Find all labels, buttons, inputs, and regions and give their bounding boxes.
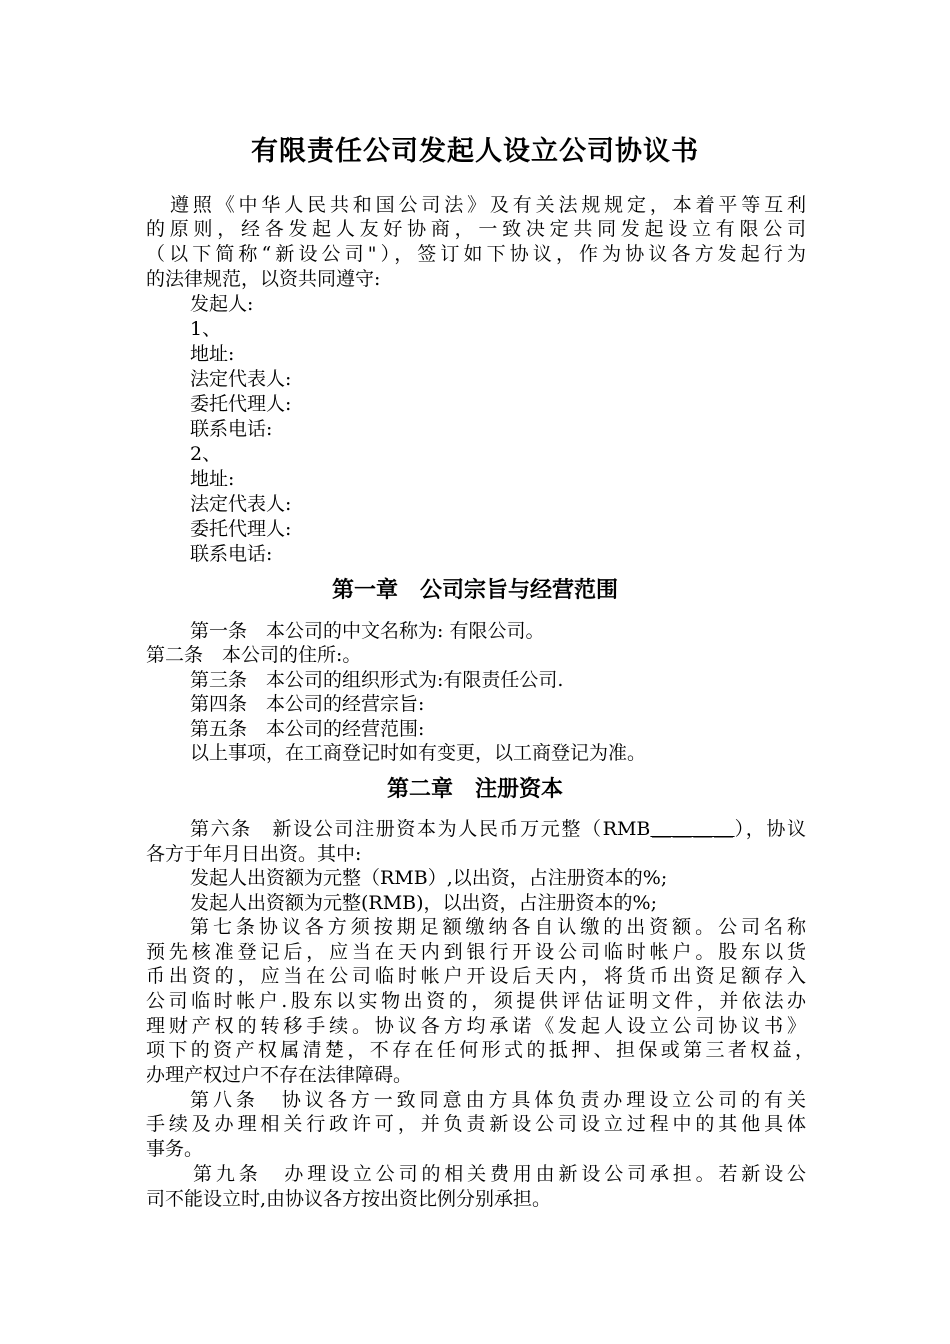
article-1: 第一条 本公司的中文名称为: 有限公司。: [190, 620, 545, 642]
intro-line: 的原则，经各发起人友好协商，一致决定共同发起设立有限公司: [146, 218, 806, 240]
party-2-number: 2、: [190, 443, 222, 465]
blank-field: ＿＿＿＿: [650, 818, 735, 840]
party-2-phone: 联系电话:: [190, 543, 273, 565]
article-5: 第五条 本公司的经营范围:: [190, 718, 425, 740]
article-8-line: 手续及办理相关行政许可，并负责新设公司设立过程中的其他具体: [146, 1113, 806, 1135]
intro-line: 遵照《中华人民共和国公司法》及有关法规规定，本着平等互利: [170, 194, 806, 216]
article-7-line: 办理产权过户不存在法律障碍。: [146, 1064, 413, 1086]
article-7-line: 公司临时帐户.股东以实物出资的，须提供评估证明文件，并依法办: [146, 990, 806, 1012]
intro-line: 的法律规范，以资共同遵守:: [146, 268, 381, 290]
contribution-line: 发起人出资额为元整（RMB）,以出资，占注册资本的%;: [190, 867, 668, 889]
article-3: 第三条 本公司的组织形式为:有限责任公司.: [190, 669, 564, 691]
article-8-line: 第八条 协议各方一致同意由方具体负责办理设立公司的有关: [190, 1089, 806, 1111]
party-1-number: 1、: [190, 318, 222, 340]
chapter-1-note: 以上事项，在工商登记时如有变更，以工商登记为准。: [190, 742, 647, 764]
article-7-line: 第七条协议各方须按期足额缴纳各自认缴的出资额。公司名称: [190, 916, 806, 938]
article-6-line: 各方于年月日出资。其中:: [146, 843, 362, 865]
chapter-1-heading: 第一章 公司宗旨与经营范围: [331, 577, 618, 603]
party-1-agent: 委托代理人:: [190, 393, 292, 415]
chapter-2-heading: 第二章 注册资本: [386, 776, 563, 802]
intro-line: （以下简称“新设公司"），签订如下协议，作为协议各方发起行为: [146, 243, 806, 265]
article-7-line: 币出资的，应当在公司临时帐户开设后天内，将货币出资足额存入: [146, 965, 806, 987]
article-2: 第二条 本公司的住所:。: [146, 644, 362, 666]
page-title: 有限责任公司发起人设立公司协议书: [251, 136, 699, 167]
article-7-line: 理财产权的转移手续。协议各方均承诺《发起人设立公司协议书》: [146, 1015, 806, 1037]
contribution-line: 发起人出资额为元整(RMB)，以出资，占注册资本的%;: [190, 892, 658, 914]
article-4: 第四条 本公司的经营宗旨:: [190, 693, 425, 715]
party-2-legal-rep: 法定代表人:: [190, 493, 292, 515]
article-7-line: 预先核准登记后，应当在天内到银行开设公司临时帐户。股东以货: [146, 941, 806, 963]
article-8-line: 事务。: [146, 1138, 204, 1160]
party-1-legal-rep: 法定代表人:: [190, 368, 292, 390]
party-1-phone: 联系电话:: [190, 418, 273, 440]
party-2-address: 地址:: [190, 468, 235, 490]
article-6-line: 第六条 新设公司注册资本为人民币万元整（RMB＿＿＿＿），协议: [190, 818, 806, 840]
party-2-agent: 委托代理人:: [190, 518, 292, 540]
promoters-heading: 发起人:: [190, 293, 254, 315]
article-9-line: 司不能设立时,由协议各方按出资比例分别承担。: [146, 1188, 552, 1210]
article-9-line: 第九条 办理设立公司的相关费用由新设公司承担。若新设公: [193, 1163, 806, 1185]
party-1-address: 地址:: [190, 343, 235, 365]
article-7-line: 项下的资产权属清楚，不存在任何形式的抵押、担保或第三者权益，: [146, 1039, 814, 1061]
